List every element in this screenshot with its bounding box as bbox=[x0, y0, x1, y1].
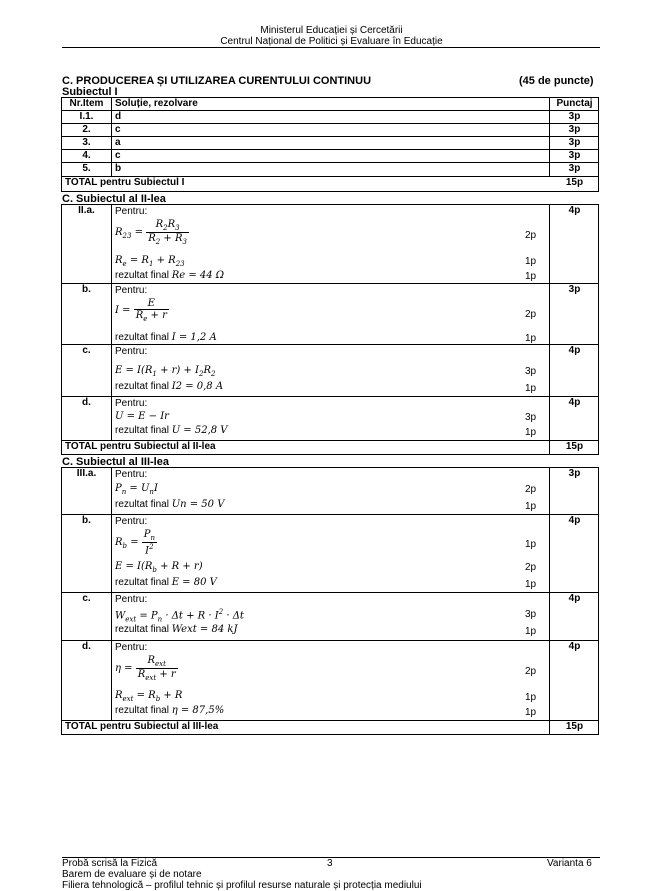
intro: Pentru: bbox=[115, 285, 148, 296]
footer-grading: Barem de evaluare și de notare bbox=[62, 869, 202, 880]
result-label: rezultat final bbox=[115, 332, 169, 343]
result-label: rezultat final bbox=[115, 705, 169, 716]
item-number: b. bbox=[82, 515, 91, 526]
table-row bbox=[62, 124, 598, 137]
item-row-2d bbox=[62, 397, 598, 441]
points: 4p bbox=[568, 205, 581, 216]
intro: Pentru: bbox=[115, 469, 148, 480]
points: 3p bbox=[568, 137, 581, 148]
formula-rext: $R_{ext} = R_b + R$ bbox=[115, 690, 183, 703]
result-value: I = 1,2 A bbox=[171, 332, 217, 343]
line-points: 2p bbox=[525, 484, 537, 495]
total-points: 15p bbox=[565, 177, 584, 188]
line-points: 1p bbox=[525, 256, 537, 267]
result-label: rezultat final bbox=[115, 425, 169, 436]
answer: c bbox=[115, 124, 121, 135]
formula-energy: $W_{ext} = P_n \cdot \Delta t + R \cdot I^2 \cdot \Delta t$ bbox=[115, 608, 244, 624]
intro: Pentru: bbox=[115, 642, 148, 653]
result-value: I2 = 0,8 A bbox=[171, 381, 224, 392]
item-number: III.a. bbox=[76, 468, 97, 479]
points: 3p bbox=[568, 111, 581, 122]
item-row-2c bbox=[62, 345, 598, 397]
item-number: b. bbox=[82, 284, 91, 295]
result-label: rezultat final bbox=[115, 499, 169, 510]
footer-exam: Probă scrisă la Fizică bbox=[62, 858, 158, 869]
line-points: 1p bbox=[525, 501, 537, 512]
result-value: E = 80 V bbox=[171, 577, 217, 588]
formula-current: I = $\frac{E}{R_e + r}$ bbox=[115, 298, 167, 323]
item-number: 5. bbox=[82, 163, 91, 174]
section-title: C. PRODUCEREA ȘI UTILIZAREA CURENTULUI CONTINUU bbox=[62, 75, 372, 87]
table-row bbox=[62, 111, 598, 124]
result-value: U = 52,8 V bbox=[171, 425, 228, 436]
item-number: 2. bbox=[82, 124, 91, 135]
table-header-row bbox=[62, 98, 598, 111]
points: 4p bbox=[568, 397, 581, 408]
result-value: Un = 50 V bbox=[171, 499, 225, 510]
line-points: 1p bbox=[525, 333, 537, 344]
line-points: 2p bbox=[525, 230, 537, 241]
points: 3p bbox=[568, 150, 581, 161]
line-points: 2p bbox=[525, 309, 537, 320]
points: 4p bbox=[568, 593, 581, 604]
points: 4p bbox=[568, 641, 581, 652]
col-points-header: Punctaj bbox=[556, 98, 593, 109]
item-number: II.a. bbox=[78, 205, 95, 216]
total-row bbox=[62, 721, 598, 735]
header-ministry: Ministerul Educației și Cercetării bbox=[260, 25, 403, 36]
table-row bbox=[62, 137, 598, 150]
col-solution-header: Soluție, rezolvare bbox=[115, 98, 198, 109]
total-points: 15p bbox=[565, 721, 584, 732]
result-label: rezultat final bbox=[115, 381, 169, 392]
line-points: 3p bbox=[525, 366, 537, 377]
item-row-2a bbox=[62, 205, 598, 284]
result-value: η = 87,5% bbox=[171, 705, 225, 716]
subject1-table bbox=[61, 97, 599, 192]
col-item-header: Nr.Item bbox=[69, 98, 104, 109]
item-number: 4. bbox=[82, 150, 91, 161]
intro: Pentru: bbox=[115, 206, 148, 217]
item-row-3d bbox=[62, 641, 598, 721]
item-row-3c bbox=[62, 593, 598, 641]
formula-rb: $R_b$ = $\frac{P_n}{I^2}$ bbox=[115, 529, 156, 557]
total-label: TOTAL pentru Subiectul I bbox=[65, 177, 185, 188]
points: 3p bbox=[568, 124, 581, 135]
header-center: Centrul Național de Politici și Evaluare în Educație bbox=[220, 36, 443, 47]
intro: Pentru: bbox=[115, 594, 148, 605]
formula-power: $P_n = U_nI$ bbox=[115, 483, 158, 496]
line-points: 1p bbox=[525, 579, 537, 590]
subject2-table bbox=[61, 204, 599, 455]
line-points: 1p bbox=[525, 707, 537, 718]
table-row bbox=[62, 163, 598, 177]
line-points: 1p bbox=[525, 383, 537, 394]
formula-re: $R_e = R_1 + R_{23}$ bbox=[115, 255, 185, 268]
header-divider bbox=[62, 47, 600, 48]
intro: Pentru: bbox=[115, 398, 148, 409]
answer: b bbox=[115, 163, 122, 174]
line-points: 1p bbox=[525, 427, 537, 438]
total-points: 15p bbox=[565, 441, 584, 452]
table-row bbox=[62, 150, 598, 163]
line-points: 2p bbox=[525, 666, 537, 677]
points: 3p bbox=[568, 163, 581, 174]
total-row bbox=[62, 177, 598, 191]
line-points: 1p bbox=[525, 539, 537, 550]
formula-voltage: U = E − Ir bbox=[115, 411, 169, 422]
points: 4p bbox=[568, 515, 581, 526]
answer: c bbox=[115, 150, 121, 161]
item-number: c. bbox=[82, 593, 91, 604]
footer-track: Filiera tehnologică – profilul tehnic și profilul resurse naturale și protecția mediului bbox=[62, 880, 422, 891]
line-points: 2p bbox=[525, 562, 537, 573]
points: 3p bbox=[568, 468, 581, 479]
result-value: Re = 44 Ω bbox=[171, 270, 225, 281]
page-number: 3 bbox=[327, 858, 333, 869]
formula-efficiency: η = $\frac{R_{ext}}{R_{ext} + r}$ bbox=[115, 655, 176, 682]
line-points: 3p bbox=[525, 609, 537, 620]
formula-emf: $E = I(R_b + R + r)$ bbox=[115, 561, 203, 574]
points: 3p bbox=[568, 284, 581, 295]
item-number: 3. bbox=[82, 137, 91, 148]
result-label: rezultat final bbox=[115, 270, 169, 281]
intro: Pentru: bbox=[115, 516, 148, 527]
section-points: (45 de puncte) bbox=[519, 75, 594, 87]
answer: a bbox=[115, 137, 121, 148]
answer: d bbox=[115, 111, 122, 122]
item-number: c. bbox=[82, 345, 91, 356]
result-value: Wext = 84 kJ bbox=[171, 624, 238, 635]
line-points: 1p bbox=[525, 271, 537, 282]
result-label: rezultat final bbox=[115, 577, 169, 588]
subject2-title: C. Subiectul al II-lea bbox=[62, 193, 166, 205]
total-label: TOTAL pentru Subiectul al II-lea bbox=[65, 441, 216, 452]
line-points: 3p bbox=[525, 412, 537, 423]
subject3-table bbox=[61, 467, 599, 735]
points: 4p bbox=[568, 345, 581, 356]
subject3-title: C. Subiectul al III-lea bbox=[62, 456, 169, 468]
result-label: rezultat final bbox=[115, 624, 169, 635]
item-number: d. bbox=[82, 397, 91, 408]
total-label: TOTAL pentru Subiectul al III-lea bbox=[65, 721, 219, 732]
item-row-3a bbox=[62, 468, 598, 515]
item-row-2b bbox=[62, 284, 598, 345]
total-row bbox=[62, 441, 598, 455]
footer-variant: Varianta 6 bbox=[547, 858, 592, 869]
line-points: 1p bbox=[525, 626, 537, 637]
item-number: d. bbox=[82, 641, 91, 652]
formula-kirchhoff: $E = I(R_1 + r) + I_2R_2$ bbox=[115, 365, 216, 378]
formula-r23: $R_{23}$ = $\frac{R_2R_3}{R_2 + R_3}$ bbox=[115, 219, 187, 246]
item-number: I.1. bbox=[79, 111, 94, 122]
line-points: 1p bbox=[525, 692, 537, 703]
subject1-title: Subiectul I bbox=[62, 86, 118, 98]
intro: Pentru: bbox=[115, 346, 148, 357]
item-row-3b bbox=[62, 515, 598, 593]
